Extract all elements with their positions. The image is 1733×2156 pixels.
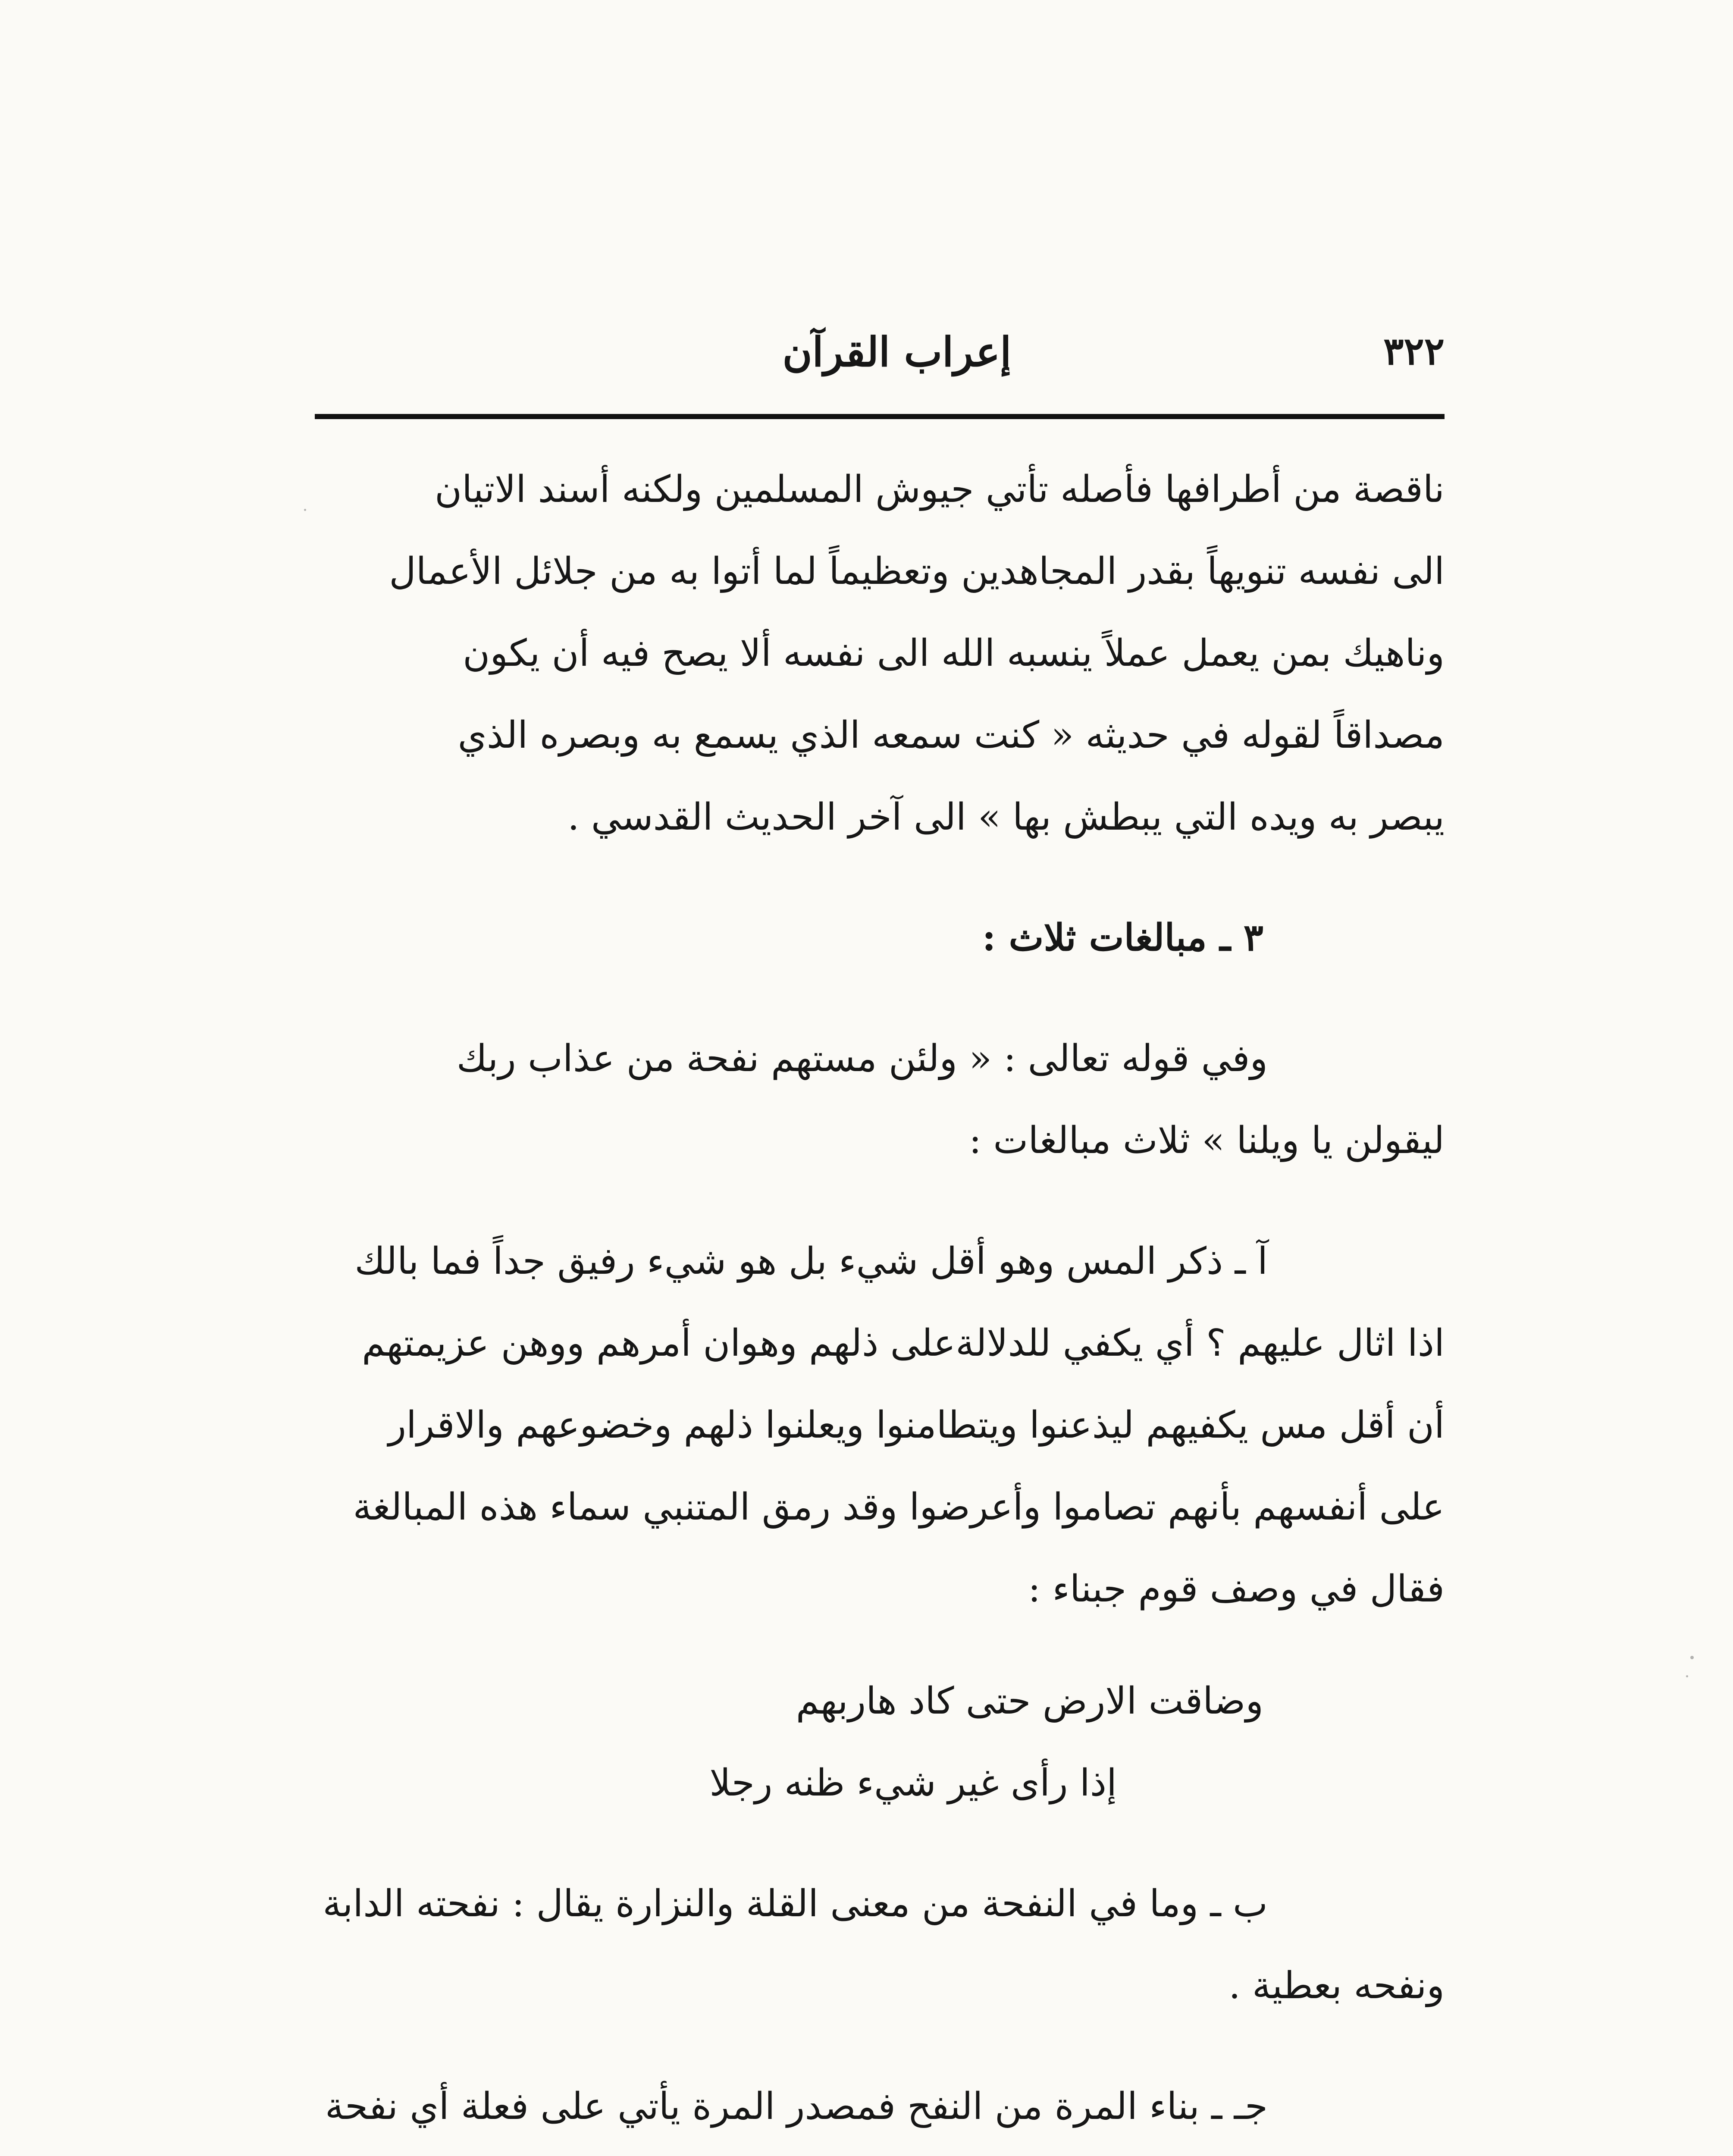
point-a-line-1: آ ـ ذكر المس وهو أقل شيء بل هو شيء رفيق جداً فما بالك xyxy=(354,1240,1268,1283)
poetry-line-1: وضاقت الارض حتى كاد هاربهم xyxy=(796,1680,1263,1723)
scan-speck xyxy=(1690,1656,1694,1659)
poetry-line-2: إذا رأى غير شيء ظنه رجلا xyxy=(709,1761,1117,1805)
point-a-line-2: اذا اثال عليهم ؟ أي يكفي للدلالةعلى ذلهم وهوان أمرهم ووهن عزيمتهم xyxy=(362,1322,1445,1365)
point-b-line-2: ونفحه بعطية . xyxy=(1228,1964,1445,2007)
intro-line-2: الى نفسه تنويهاً بقدر المجاهدين وتعظيماً لما أتوا به من جلائل الأعمال xyxy=(389,550,1445,593)
scan-speck xyxy=(304,509,306,511)
verse-intro-line-1: وفي قوله تعالى : « ولئن مستهم نفحة من عذاب ربك xyxy=(456,1037,1268,1080)
section-heading: ٣ ـ مبالغات ثلاث : xyxy=(982,916,1263,959)
intro-line-4: مصداقاً لقوله في حديثه « كنت سمعه الذي يسمع به وبصره الذي xyxy=(458,714,1445,757)
intro-line-1: ناقصة من أطرافها فأصله تأتي جيوش المسلمين ولكنه أسند الاتيان xyxy=(435,468,1445,511)
intro-line-3: وناهيك بمن يعمل عملاً ينسبه الله الى نفسه ألا يصح فيه أن يكون xyxy=(463,632,1445,675)
intro-line-5: يبصر به ويده التي يبطش بها » الى آخر الحديث القدسي . xyxy=(567,796,1445,839)
point-c-line-2 xyxy=(293,2147,1445,2156)
point-a-line-5: فقال في وصف قوم جبناء : xyxy=(1028,1567,1445,1611)
page-number: ٣٢٢ xyxy=(1383,329,1445,373)
scan-speck xyxy=(1686,1675,1688,1677)
running-title: إعراب القرآن xyxy=(782,329,1012,376)
point-a-line-3: أن أقل مس يكفيهم ليذعنوا ويتطامنوا ويعلنوا ذلهم وخضوعهم والاقرار xyxy=(388,1404,1445,1447)
page-header xyxy=(315,315,1445,410)
verse-intro-line-2: ليقولن يا ويلنا » ثلاث مبالغات : xyxy=(969,1119,1445,1162)
arabic-text-body xyxy=(293,448,1445,2156)
header-rule xyxy=(315,414,1445,419)
point-c-line-1: جـ ـ بناء المرة من النفح فمصدر المرة يأتي على فعلة أي نفحة xyxy=(325,2085,1268,2128)
point-b-line-1: ب ـ وما في النفحة من معنى القلة والنزارة يقال : نفحته الدابة xyxy=(323,1882,1268,1925)
point-a-line-4: على أنفسهم بأنهم تصاموا وأعرضوا وقد رمق المتنبي سماء هذه المبالغة xyxy=(353,1485,1445,1529)
